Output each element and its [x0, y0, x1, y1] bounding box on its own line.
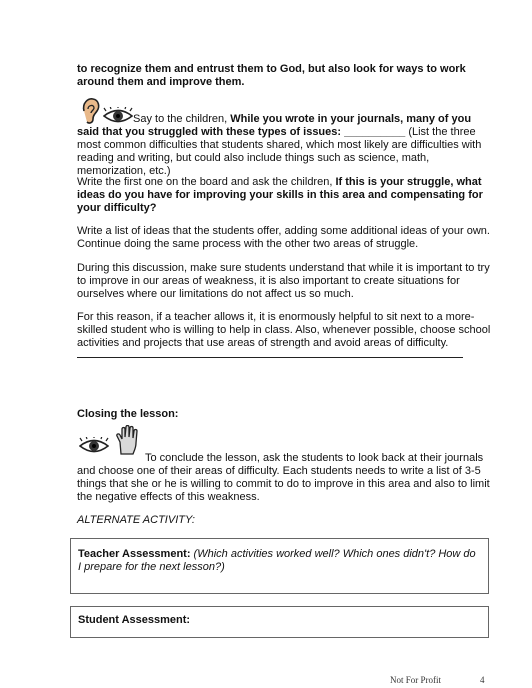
footer-not-for-profit: Not For Profit — [390, 675, 442, 685]
page-number: 4 — [480, 675, 485, 685]
student-assessment-box — [70, 606, 489, 638]
paragraph-discussion: During this discussion, make sure students understand that while it is important to try to improve in our areas of weakness, it is also important to create situations for ourselves where our limitations do not affect us so much. — [77, 262, 490, 300]
paragraph-say-to-children — [77, 113, 492, 178]
teacher-assessment-prompt: (Which activities worked well? Which ones didn't? How do I prepare for the next lesson?) — [78, 548, 476, 573]
alternate-activity: ALTERNATE ACTIVITY: — [77, 514, 195, 526]
teacher-assessment-text — [78, 548, 478, 574]
say-quote: While you wrote in your journals, many of you said that you struggled with these types of issues: __________ — [77, 113, 472, 138]
look-do-icons — [79, 425, 139, 455]
first-struggle-question: If this is your struggle, what ideas do you have for improving your skills in this area and compensating for your difficulty? — [77, 176, 483, 214]
closing-heading: Closing the lesson: — [77, 408, 179, 420]
say-lead: Say to the children, — [133, 113, 231, 125]
paragraph-first-struggle — [77, 176, 492, 215]
hand-icon — [115, 425, 139, 455]
first-struggle-lead: Write the first one on the board and ask the children, — [77, 176, 336, 188]
paragraph-reason: For this reason, if a teacher allows it, it is enormously helpful to sit next to a more-skilled student who is willing to help in class. Also, whenever possible, choose school activities and projects that use areas of strength and avoid areas of difficulty. — [77, 311, 491, 349]
horizontal-rule — [77, 357, 463, 358]
paragraph-list-ideas: Write a list of ideas that the students offer, adding some additional ideas of your own. Continue doing the same process with the other two areas of struggle. — [77, 225, 490, 250]
paragraph-continuation: to recognize them and entrust them to God, but also look for ways to work around them and improve them. — [77, 63, 466, 88]
teacher-assessment-label: Teacher Assessment: — [78, 548, 191, 560]
student-assessment-label: Student Assessment: — [78, 614, 191, 626]
say-instructions: (List the three most common difficulties that students shared, which most likely are difficulties with reading and writing, but could also include things such as science, math, memorization, etc.) — [77, 126, 482, 177]
paragraph-conclude: To conclude the lesson, ask the students to look back at their journals and choose one of their areas of difficulty. Each students needs to write a list of 3-5 things that she or he is willing to commit to do to improve in this area and also to limit the negative effects of this weakness. — [77, 452, 490, 503]
teacher-assessment-box — [70, 538, 489, 594]
